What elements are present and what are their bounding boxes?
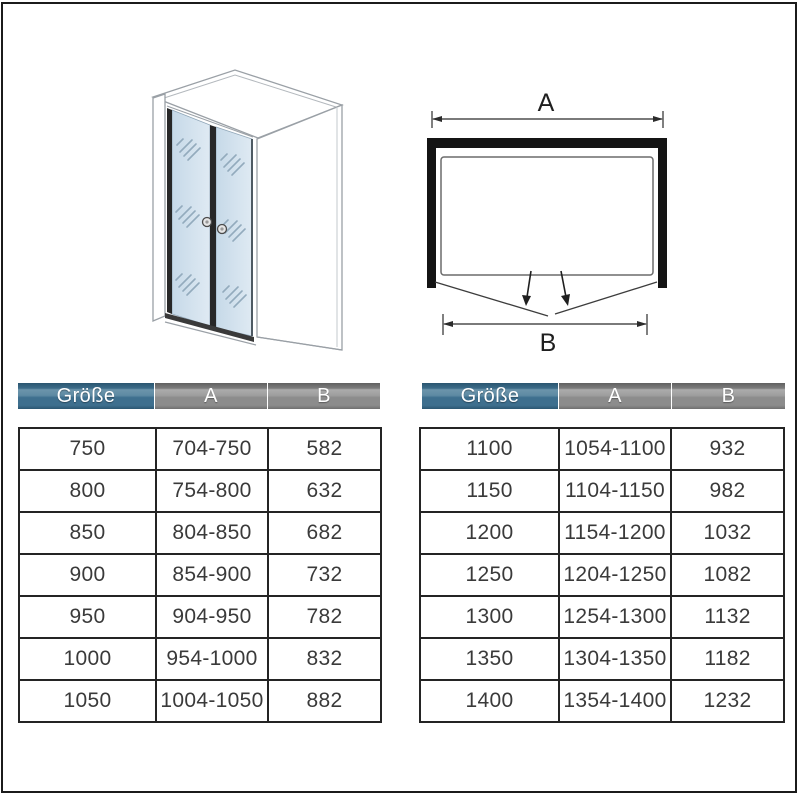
table-cell: 582 (268, 428, 381, 470)
table-row (19, 596, 381, 638)
size-table-left-header (18, 383, 380, 409)
table-cell: 1082 (671, 554, 784, 596)
table-cell: 782 (268, 596, 381, 638)
table-cell: 1000 (19, 638, 156, 680)
table-cell: 1150 (420, 470, 559, 512)
header-cell-a: A (559, 383, 671, 409)
table-cell: 754-800 (156, 470, 268, 512)
table-cell: 950 (19, 596, 156, 638)
table-cell: 704-750 (156, 428, 268, 470)
header-cell-groesse: Größe (422, 383, 558, 409)
table-cell: 932 (671, 428, 784, 470)
table-cell: 1182 (671, 638, 784, 680)
right-wall (257, 105, 342, 350)
table-cell: 1354-1400 (559, 680, 671, 722)
enclosure-frame (427, 138, 667, 288)
table-row (420, 428, 784, 470)
dimension-label-a: A (537, 89, 555, 117)
table-cell: 1050 (19, 680, 156, 722)
table-cell: 1304-1350 (559, 638, 671, 680)
table-cell: 850 (19, 512, 156, 554)
table-cell: 1004-1050 (156, 680, 268, 722)
size-table-right-header (422, 383, 785, 409)
header-cell-a: A (155, 383, 267, 409)
header-cell-b: B (268, 383, 380, 409)
table-row (420, 470, 784, 512)
table-cell: 1400 (420, 680, 559, 722)
door-swing-lines (435, 282, 657, 316)
top-view-dimension-drawing (415, 85, 675, 355)
size-table-left (18, 427, 382, 723)
table-cell: 982 (671, 470, 784, 512)
table-cell: 1104-1150 (559, 470, 671, 512)
shower-door-isometric-drawing (95, 45, 375, 375)
table-cell: 1032 (671, 512, 784, 554)
header-cell-b: B (672, 383, 785, 409)
dimension-label-b: B (539, 329, 557, 355)
table-row (420, 512, 784, 554)
table-cell: 682 (268, 512, 381, 554)
table-cell: 1300 (420, 596, 559, 638)
table-cell: 732 (268, 554, 381, 596)
table-row (420, 596, 784, 638)
table-cell: 1232 (671, 680, 784, 722)
table-cell: 800 (19, 470, 156, 512)
table-row (19, 638, 381, 680)
table-row (19, 428, 381, 470)
table-cell: 1154-1200 (559, 512, 671, 554)
table-cell: 954-1000 (156, 638, 268, 680)
table-row (19, 554, 381, 596)
table-cell: 804-850 (156, 512, 268, 554)
table-cell: 1254-1300 (559, 596, 671, 638)
table-row (19, 512, 381, 554)
table-row (420, 554, 784, 596)
table-cell: 1132 (671, 596, 784, 638)
table-cell: 1204-1250 (559, 554, 671, 596)
table-row (420, 638, 784, 680)
header-cell-groesse: Größe (18, 383, 154, 409)
table-cell: 904-950 (156, 596, 268, 638)
table-cell: 1054-1100 (559, 428, 671, 470)
table-cell: 854-900 (156, 554, 268, 596)
table-cell: 900 (19, 554, 156, 596)
size-table-right (419, 427, 785, 723)
table-cell: 1250 (420, 554, 559, 596)
table-row (19, 680, 381, 722)
table-cell: 1100 (420, 428, 559, 470)
table-cell: 1350 (420, 638, 559, 680)
table-cell: 882 (268, 680, 381, 722)
table-cell: 750 (19, 428, 156, 470)
table-cell: 1200 (420, 512, 559, 554)
left-wall (153, 94, 165, 321)
table-row (19, 470, 381, 512)
door-swing-arrows (522, 271, 570, 306)
table-cell: 632 (268, 470, 381, 512)
table-row (420, 680, 784, 722)
table-cell: 832 (268, 638, 381, 680)
shower-tray-outline (441, 157, 653, 275)
